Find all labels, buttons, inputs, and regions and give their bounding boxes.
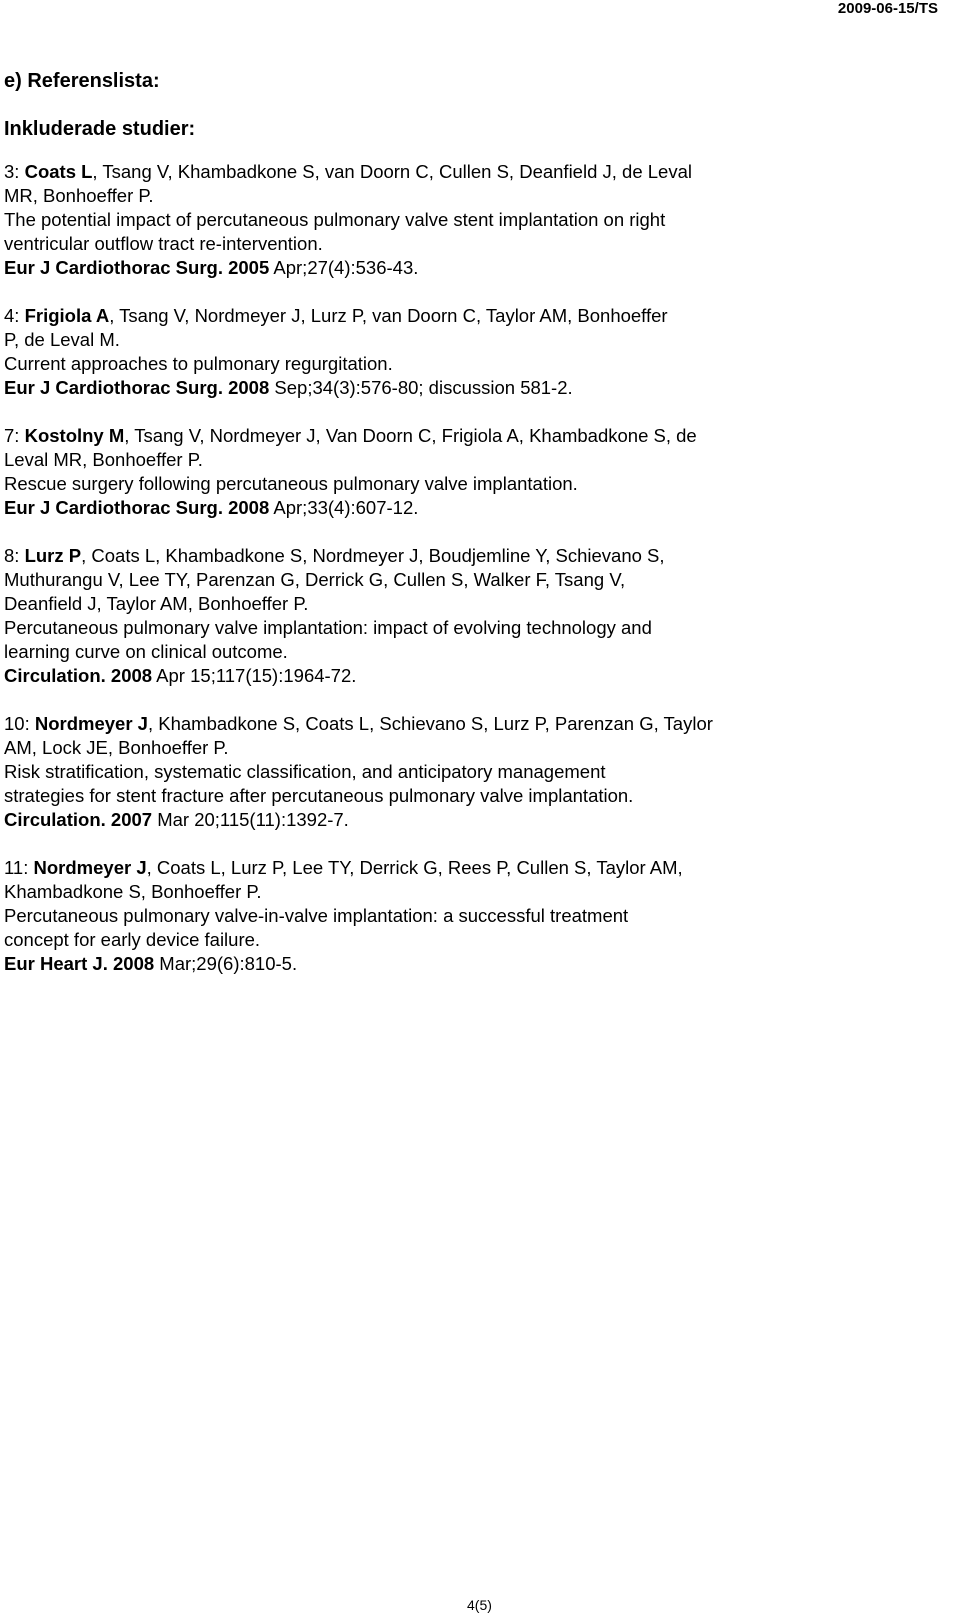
reference-authors-line bbox=[4, 160, 924, 184]
section-heading: e) Referenslista: bbox=[4, 70, 160, 92]
reference-authors-line: MR, Bonhoeffer P. bbox=[4, 185, 154, 206]
reference-source bbox=[4, 664, 924, 688]
reference-number: 7: bbox=[4, 425, 20, 446]
reference-first-author: Kostolny M bbox=[24, 425, 125, 446]
reference-source bbox=[4, 808, 924, 832]
reference-title: Percutaneous pulmonary valve implantation: impact of evolving technology and bbox=[4, 617, 652, 638]
reference-first-author: Frigiola A bbox=[24, 305, 110, 326]
reference-authors: , Coats L, Lurz P, Lee TY, Derrick G, Rees P, Cullen S, Taylor AM, bbox=[146, 857, 683, 878]
reference-year: 2008 bbox=[228, 497, 270, 518]
reference-title: concept for early device failure. bbox=[4, 929, 261, 950]
reference-item bbox=[4, 712, 924, 832]
reference-authors-line bbox=[4, 424, 924, 448]
reference-authors-line: Muthurangu V, Lee TY, Parenzan G, Derrick G, Cullen S, Walker F, Tsang V, bbox=[4, 569, 626, 590]
document-date-tag: 2009-06-15/TS bbox=[837, 0, 938, 17]
page-number: 4(5) bbox=[467, 1597, 492, 1613]
reference-year: 2007 bbox=[110, 809, 153, 830]
reference-number: 11: bbox=[4, 857, 29, 878]
reference-item bbox=[4, 160, 924, 280]
reference-list bbox=[4, 160, 924, 1000]
reference-title: strategies for stent fracture after percutaneous pulmonary valve implantation. bbox=[4, 785, 634, 806]
reference-authors-line: Leval MR, Bonhoeffer P. bbox=[4, 449, 203, 470]
reference-source bbox=[4, 496, 924, 520]
reference-number: 3: bbox=[4, 161, 20, 182]
reference-first-author: Nordmeyer J bbox=[33, 857, 147, 878]
reference-citation: Mar 20;115(11):1392-7. bbox=[152, 809, 349, 830]
reference-title: Current approaches to pulmonary regurgitation. bbox=[4, 353, 393, 374]
reference-number: 10: bbox=[4, 713, 30, 734]
reference-title: The potential impact of percutaneous pulmonary valve stent implantation on right bbox=[4, 209, 666, 230]
section-subheading: Inkluderade studier: bbox=[4, 118, 196, 140]
reference-citation: Sep;34(3):576-80; discussion 581-2. bbox=[269, 377, 573, 398]
reference-authors: , Coats L, Khambadkone S, Nordmeyer J, Boudjemline Y, Schievano S, bbox=[81, 545, 665, 566]
reference-authors: , Tsang V, Khambadkone S, van Doorn C, Cullen S, Deanfield J, de Leval bbox=[92, 161, 692, 182]
reference-journal: Eur Heart J. bbox=[4, 953, 108, 974]
reference-source bbox=[4, 952, 924, 976]
reference-citation: Mar;29(6):810-5. bbox=[154, 953, 298, 974]
reference-title: Rescue surgery following percutaneous pulmonary valve implantation. bbox=[4, 473, 578, 494]
reference-first-author: Lurz P bbox=[24, 545, 82, 566]
reference-journal: Circulation. bbox=[4, 809, 106, 830]
reference-source bbox=[4, 376, 924, 400]
reference-authors: , Tsang V, Nordmeyer J, Van Doorn C, Frigiola A, Khambadkone S, de bbox=[124, 425, 697, 446]
reference-year: 2005 bbox=[228, 257, 270, 278]
reference-citation: Apr;27(4):536-43. bbox=[269, 257, 419, 278]
reference-authors: , Khambadkone S, Coats L, Schievano S, Lurz P, Parenzan G, Taylor bbox=[147, 713, 713, 734]
reference-authors: , Tsang V, Nordmeyer J, Lurz P, van Doorn C, Taylor AM, Bonhoeffer bbox=[109, 305, 668, 326]
reference-journal: Eur J Cardiothorac Surg. bbox=[4, 377, 223, 398]
reference-number: 8: bbox=[4, 545, 20, 566]
reference-item bbox=[4, 544, 924, 688]
reference-item bbox=[4, 424, 924, 520]
reference-title: Percutaneous pulmonary valve-in-valve implantation: a successful treatment bbox=[4, 905, 629, 926]
reference-item bbox=[4, 856, 924, 976]
reference-first-author: Nordmeyer J bbox=[34, 713, 148, 734]
reference-journal: Circulation. bbox=[4, 665, 106, 686]
reference-journal: Eur J Cardiothorac Surg. bbox=[4, 257, 223, 278]
reference-journal: Eur J Cardiothorac Surg. bbox=[4, 497, 223, 518]
reference-first-author: Coats L bbox=[24, 161, 93, 182]
reference-authors-line: Khambadkone S, Bonhoeffer P. bbox=[4, 881, 262, 902]
reference-authors-line bbox=[4, 544, 924, 568]
reference-authors-line: P, de Leval M. bbox=[4, 329, 120, 350]
reference-authors-line: AM, Lock JE, Bonhoeffer P. bbox=[4, 737, 229, 758]
reference-title: learning curve on clinical outcome. bbox=[4, 641, 288, 662]
reference-year: 2008 bbox=[113, 953, 155, 974]
reference-year: 2008 bbox=[110, 665, 153, 686]
reference-authors-line bbox=[4, 712, 924, 736]
reference-item bbox=[4, 304, 924, 400]
reference-year: 2008 bbox=[228, 377, 270, 398]
reference-authors-line: Deanfield J, Taylor AM, Bonhoeffer P. bbox=[4, 593, 309, 614]
reference-title: ventricular outflow tract re-intervention. bbox=[4, 233, 323, 254]
reference-citation: Apr 15;117(15):1964-72. bbox=[152, 665, 357, 686]
reference-number: 4: bbox=[4, 305, 20, 326]
reference-title: Risk stratification, systematic classification, and anticipatory management bbox=[4, 761, 606, 782]
reference-authors-line bbox=[4, 856, 924, 880]
reference-citation: Apr;33(4):607-12. bbox=[269, 497, 419, 518]
reference-source bbox=[4, 256, 924, 280]
reference-authors-line bbox=[4, 304, 924, 328]
